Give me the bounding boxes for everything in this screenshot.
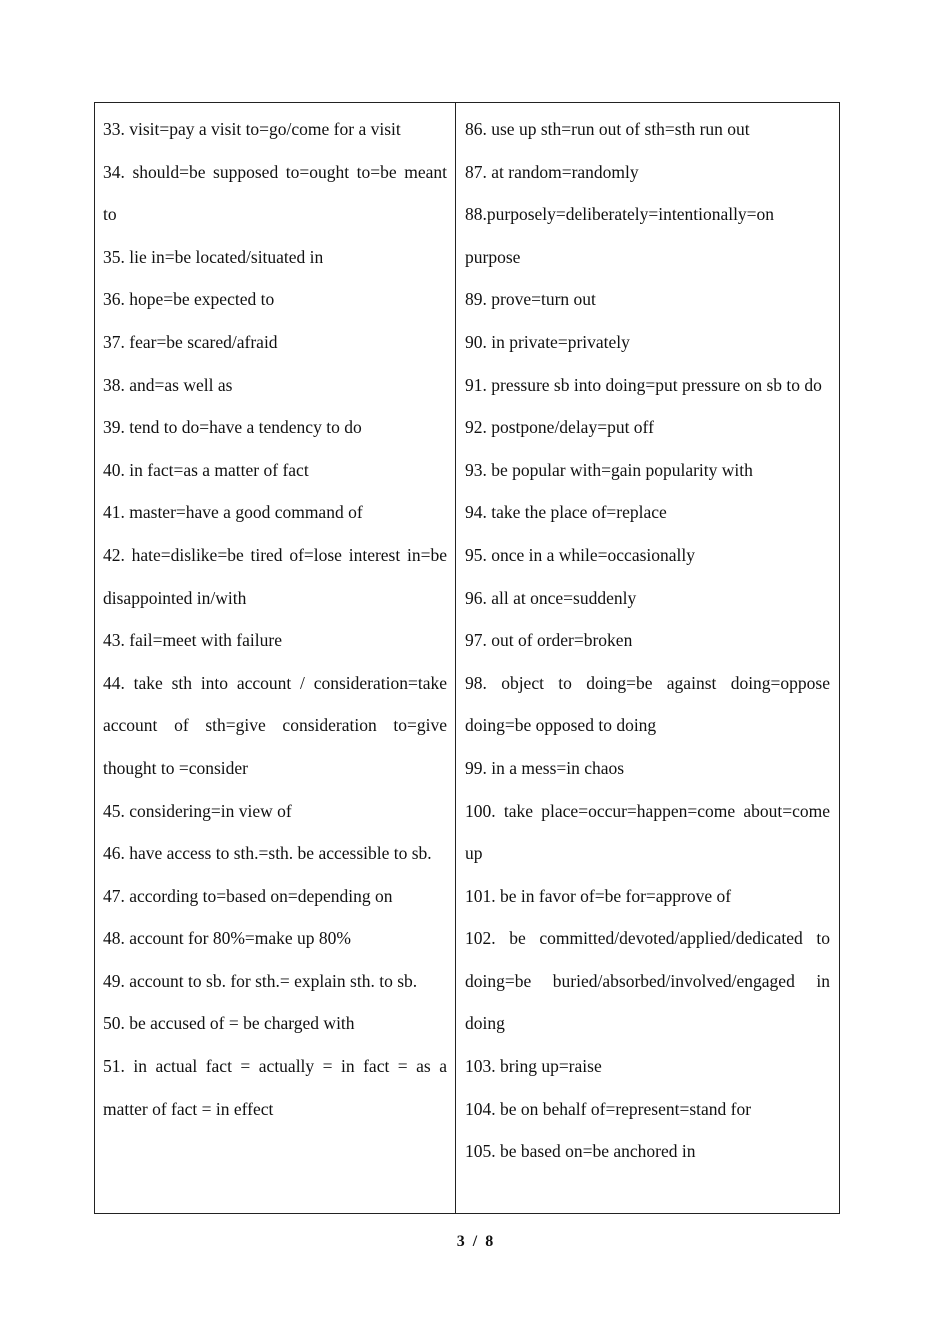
list-item: 90. in private=privately bbox=[465, 331, 630, 352]
list-item: 41. master=have a good command of bbox=[103, 502, 363, 523]
page-number: 3 / 8 bbox=[456, 1233, 494, 1250]
list-item: 93. be popular with=gain popularity with bbox=[465, 459, 753, 480]
list-item: 38. and=as well as bbox=[103, 374, 233, 395]
list-item: 91. pressure sb into doing=put pressure on sb to do bbox=[465, 374, 822, 395]
list-item: 94. take the place of=replace bbox=[465, 502, 667, 523]
list-item: 40. in fact=as a matter of fact bbox=[103, 459, 309, 480]
list-item: 88.purposely=deliberately=intentionally=on purpose bbox=[465, 204, 775, 267]
list-item: 86. use up sth=run out of sth=sth run out bbox=[465, 119, 750, 139]
list-item: 101. be in favor of=be for=approve of bbox=[465, 885, 732, 906]
list-item: 39. tend to do=have a tendency to do bbox=[103, 417, 362, 438]
phrase-table bbox=[94, 102, 840, 1214]
list-item: 34. should=be supposed to=ought to=be meant to bbox=[103, 161, 447, 225]
list-item: 48. account for 80%=make up 80% bbox=[103, 928, 351, 949]
list-item: 33. visit=pay a visit to=go/come for a visit bbox=[103, 119, 401, 139]
list-item: 96. all at once=suddenly bbox=[465, 587, 637, 608]
list-item: 89. prove=turn out bbox=[465, 289, 596, 310]
list-item: 50. be accused of = be charged with bbox=[103, 1013, 355, 1034]
list-item: 100. take place=occur=happen=come about=come up bbox=[465, 800, 830, 864]
right-column bbox=[456, 103, 839, 1213]
list-item: 45. considering=in view of bbox=[103, 800, 292, 821]
list-item: 95. once in a while=occasionally bbox=[465, 544, 696, 565]
list-item: 49. account to sb. for sth.= explain sth. to sb. bbox=[103, 970, 418, 991]
list-item: 37. fear=be scared/afraid bbox=[103, 331, 278, 352]
left-column bbox=[95, 103, 456, 1213]
list-item: 92. postpone/delay=put off bbox=[465, 417, 654, 438]
list-item: 43. fail=meet with failure bbox=[103, 630, 282, 651]
list-item: 47. according to=based on=depending on bbox=[103, 885, 393, 906]
list-item: 36. hope=be expected to bbox=[103, 289, 275, 310]
list-item: 97. out of order=broken bbox=[465, 630, 633, 651]
list-item: 99. in a mess=in chaos bbox=[465, 757, 625, 778]
list-item: 105. be based on=be anchored in bbox=[465, 1141, 696, 1162]
list-item: 44. take sth into account / consideration=take account of sth=give consideration to=give thought to =consider bbox=[103, 672, 447, 778]
list-item: 104. be on behalf of=represent=stand for bbox=[465, 1098, 752, 1119]
list-item: 98. object to doing=be against doing=oppose doing=be opposed to doing bbox=[465, 672, 830, 736]
list-item: 35. lie in=be located/situated in bbox=[103, 246, 324, 267]
list-item: 42. hate=dislike=be tired of=lose interest in=be disappointed in/with bbox=[103, 544, 447, 608]
list-item: 87. at random=randomly bbox=[465, 161, 639, 182]
list-item: 102. be committed/devoted/applied/dedicated to doing=be buried/absorbed/involved/engaged in doing bbox=[465, 928, 830, 1034]
list-item: 51. in actual fact = actually = in fact = as a matter of fact = in effect bbox=[103, 1056, 447, 1119]
list-item: 103. bring up=raise bbox=[465, 1056, 602, 1077]
list-item: 46. have access to sth.=sth. be accessible to sb. bbox=[103, 843, 432, 864]
